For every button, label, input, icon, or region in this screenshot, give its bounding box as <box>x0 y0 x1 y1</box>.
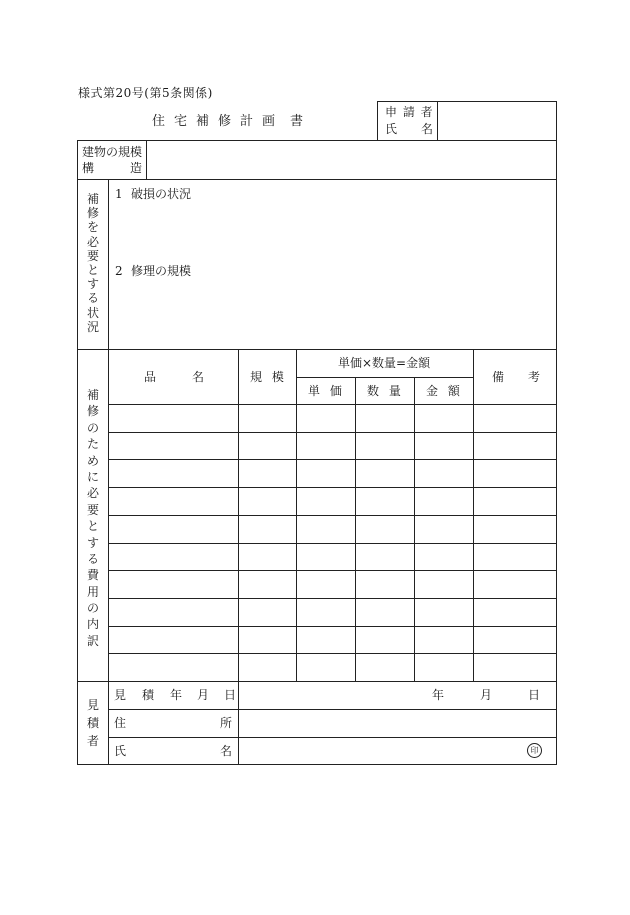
unit-price-cell[interactable] <box>297 627 354 653</box>
item-name-cell[interactable] <box>109 460 237 486</box>
title-char: 計 <box>240 114 254 129</box>
amount-cell[interactable] <box>415 571 472 597</box>
vertical-label-char: を <box>86 220 99 235</box>
vertical-label-char: 必 <box>86 486 99 501</box>
amount-cell[interactable] <box>415 544 472 570</box>
address-label-b: 所 <box>220 716 233 730</box>
damage-status-field[interactable] <box>110 204 554 259</box>
unit-price-header: 単 価 <box>308 384 345 398</box>
quantity-cell[interactable] <box>356 599 413 625</box>
quantity-cell[interactable] <box>356 516 413 542</box>
scale-cell[interactable] <box>239 516 295 542</box>
vertical-label-char: 状 <box>86 305 99 320</box>
remarks-cell[interactable] <box>474 571 555 597</box>
unit-price-cell[interactable] <box>297 571 354 597</box>
structure-label-b: 造 <box>130 161 143 175</box>
vertical-label-char: 修 <box>86 206 99 221</box>
remarks-header-a: 備 <box>492 370 505 384</box>
applicant-name-field[interactable] <box>438 102 556 140</box>
formula-header: 単価×数量=金額 <box>338 356 431 370</box>
item-name-cell[interactable] <box>109 516 237 542</box>
date-label-char: 年 <box>170 688 183 702</box>
repair-scale-number: 2 <box>115 264 123 278</box>
date-label-char: 見 <box>114 688 127 702</box>
vertical-label-char: 況 <box>86 319 99 334</box>
applicant-name-label-b: 名 <box>421 122 434 136</box>
title-char: 住 <box>152 114 166 129</box>
scale-cell[interactable] <box>239 544 295 570</box>
scale-cell[interactable] <box>239 433 295 459</box>
seal-mark: 印 <box>527 743 542 758</box>
scale-cell[interactable] <box>239 599 295 625</box>
vertical-label-char: す <box>86 277 99 292</box>
scale-cell[interactable] <box>239 571 295 597</box>
applicant-name-label-a: 氏 <box>385 122 398 136</box>
vertical-label-char: 訳 <box>86 633 99 648</box>
unit-price-cell[interactable] <box>297 544 354 570</box>
scale-cell[interactable] <box>239 654 295 680</box>
title-char: 書 <box>290 114 304 129</box>
vertical-label-char: の <box>86 601 99 616</box>
structure-label-a: 構 <box>82 161 95 175</box>
item-name-cell[interactable] <box>109 488 237 514</box>
name-label-a: 氏 <box>114 744 127 758</box>
amount-header: 金 額 <box>426 384 463 398</box>
remarks-cell[interactable] <box>474 544 555 570</box>
date-label-char: 積 <box>142 688 155 702</box>
date-day-label: 日 <box>528 688 541 702</box>
vertical-label-char: と <box>86 262 99 277</box>
scale-cell[interactable] <box>239 460 295 486</box>
name-field[interactable] <box>239 738 556 764</box>
quantity-cell[interactable] <box>356 460 413 486</box>
remarks-cell[interactable] <box>474 433 555 459</box>
date-label-char: 月 <box>197 688 210 702</box>
scale-cell[interactable] <box>239 627 295 653</box>
quantity-cell[interactable] <box>356 654 413 680</box>
title-char: 画 <box>262 114 276 129</box>
repair-scale-field[interactable] <box>110 281 554 346</box>
name-label-b: 名 <box>220 744 233 758</box>
unit-price-cell[interactable] <box>297 654 354 680</box>
vertical-label-char: 修 <box>86 404 99 419</box>
remarks-cell[interactable] <box>474 599 555 625</box>
vertical-label-char: る <box>86 291 99 306</box>
amount-cell[interactable] <box>415 488 472 514</box>
unit-price-cell[interactable] <box>297 488 354 514</box>
title-char: 宅 <box>174 114 188 129</box>
remarks-cell[interactable] <box>474 405 555 431</box>
estimator-vertical-label <box>85 699 101 753</box>
quantity-cell[interactable] <box>356 544 413 570</box>
scale-cell[interactable] <box>239 405 295 431</box>
quantity-cell[interactable] <box>356 488 413 514</box>
scale-header: 規 模 <box>250 370 287 384</box>
vertical-label-char: 用 <box>86 584 99 599</box>
vertical-label-char: 要 <box>86 502 99 517</box>
date-month-label: 月 <box>480 688 493 702</box>
vertical-label-char: め <box>86 453 99 468</box>
item-name-cell[interactable] <box>109 405 237 431</box>
date-year-label: 年 <box>432 688 445 702</box>
vertical-label-char: 必 <box>86 234 99 249</box>
item-name-header-b: 名 <box>192 370 205 384</box>
estimate-date-field[interactable] <box>239 682 556 709</box>
remarks-cell[interactable] <box>474 516 555 542</box>
damage-status-label: 破損の状況 <box>131 187 192 201</box>
address-field[interactable] <box>239 710 556 737</box>
unit-price-cell[interactable] <box>297 599 354 625</box>
vertical-label-char: 見 <box>86 698 99 712</box>
repair-situation-vertical-label <box>85 193 101 335</box>
quantity-header: 数 量 <box>367 384 404 398</box>
vertical-label-char: 補 <box>86 388 99 402</box>
unit-price-cell[interactable] <box>297 433 354 459</box>
amount-cell[interactable] <box>415 599 472 625</box>
vertical-label-char: た <box>86 437 99 452</box>
form-number-label: 様式第20号(第5条関係) <box>78 86 213 100</box>
amount-cell[interactable] <box>415 627 472 653</box>
building-scale-field[interactable] <box>147 141 556 179</box>
vertical-label-char: 積 <box>86 716 99 730</box>
amount-cell[interactable] <box>415 405 472 431</box>
item-name-cell[interactable] <box>109 654 237 680</box>
title-char: 補 <box>196 114 210 129</box>
quantity-cell[interactable] <box>356 627 413 653</box>
unit-price-cell[interactable] <box>297 516 354 542</box>
vertical-label-char: 補 <box>86 192 99 206</box>
item-name-header-a: 品 <box>144 370 157 384</box>
vertical-label-char: と <box>86 519 99 534</box>
remarks-cell[interactable] <box>474 627 555 653</box>
amount-cell[interactable] <box>415 516 472 542</box>
item-name-cell[interactable] <box>109 571 237 597</box>
vertical-label-char: 者 <box>86 734 99 748</box>
remarks-cell[interactable] <box>474 488 555 514</box>
vertical-label-char: 要 <box>86 248 99 263</box>
title-char: 修 <box>218 114 232 129</box>
remarks-header-b: 考 <box>528 370 541 384</box>
amount-cell[interactable] <box>415 433 472 459</box>
amount-cell[interactable] <box>415 460 472 486</box>
vertical-label-char: る <box>86 551 99 566</box>
damage-number: 1 <box>115 187 123 201</box>
applicant-label: 申 請 者 <box>385 105 434 119</box>
address-label-a: 住 <box>114 716 127 730</box>
vertical-label-char: に <box>86 469 99 484</box>
quantity-cell[interactable] <box>356 433 413 459</box>
date-label-char: 日 <box>224 688 237 702</box>
item-name-cell[interactable] <box>109 544 237 570</box>
amount-cell[interactable] <box>415 654 472 680</box>
item-name-cell[interactable] <box>109 433 237 459</box>
vertical-label-char: 内 <box>86 617 99 632</box>
item-name-cell[interactable] <box>109 599 237 625</box>
quantity-cell[interactable] <box>356 405 413 431</box>
building-scale-label: 建物の規模 <box>82 145 143 159</box>
cost-breakdown-vertical-label <box>85 389 101 651</box>
unit-price-cell[interactable] <box>297 405 354 431</box>
remarks-cell[interactable] <box>474 654 555 680</box>
remarks-cell[interactable] <box>474 460 555 486</box>
quantity-cell[interactable] <box>356 571 413 597</box>
scale-cell[interactable] <box>239 488 295 514</box>
item-name-cell[interactable] <box>109 627 237 653</box>
vertical-label-char: 費 <box>86 568 99 583</box>
vertical-label-char: す <box>86 535 99 550</box>
unit-price-cell[interactable] <box>297 460 354 486</box>
repair-scale-label: 修理の規模 <box>131 264 192 278</box>
vertical-label-char: の <box>86 420 99 435</box>
